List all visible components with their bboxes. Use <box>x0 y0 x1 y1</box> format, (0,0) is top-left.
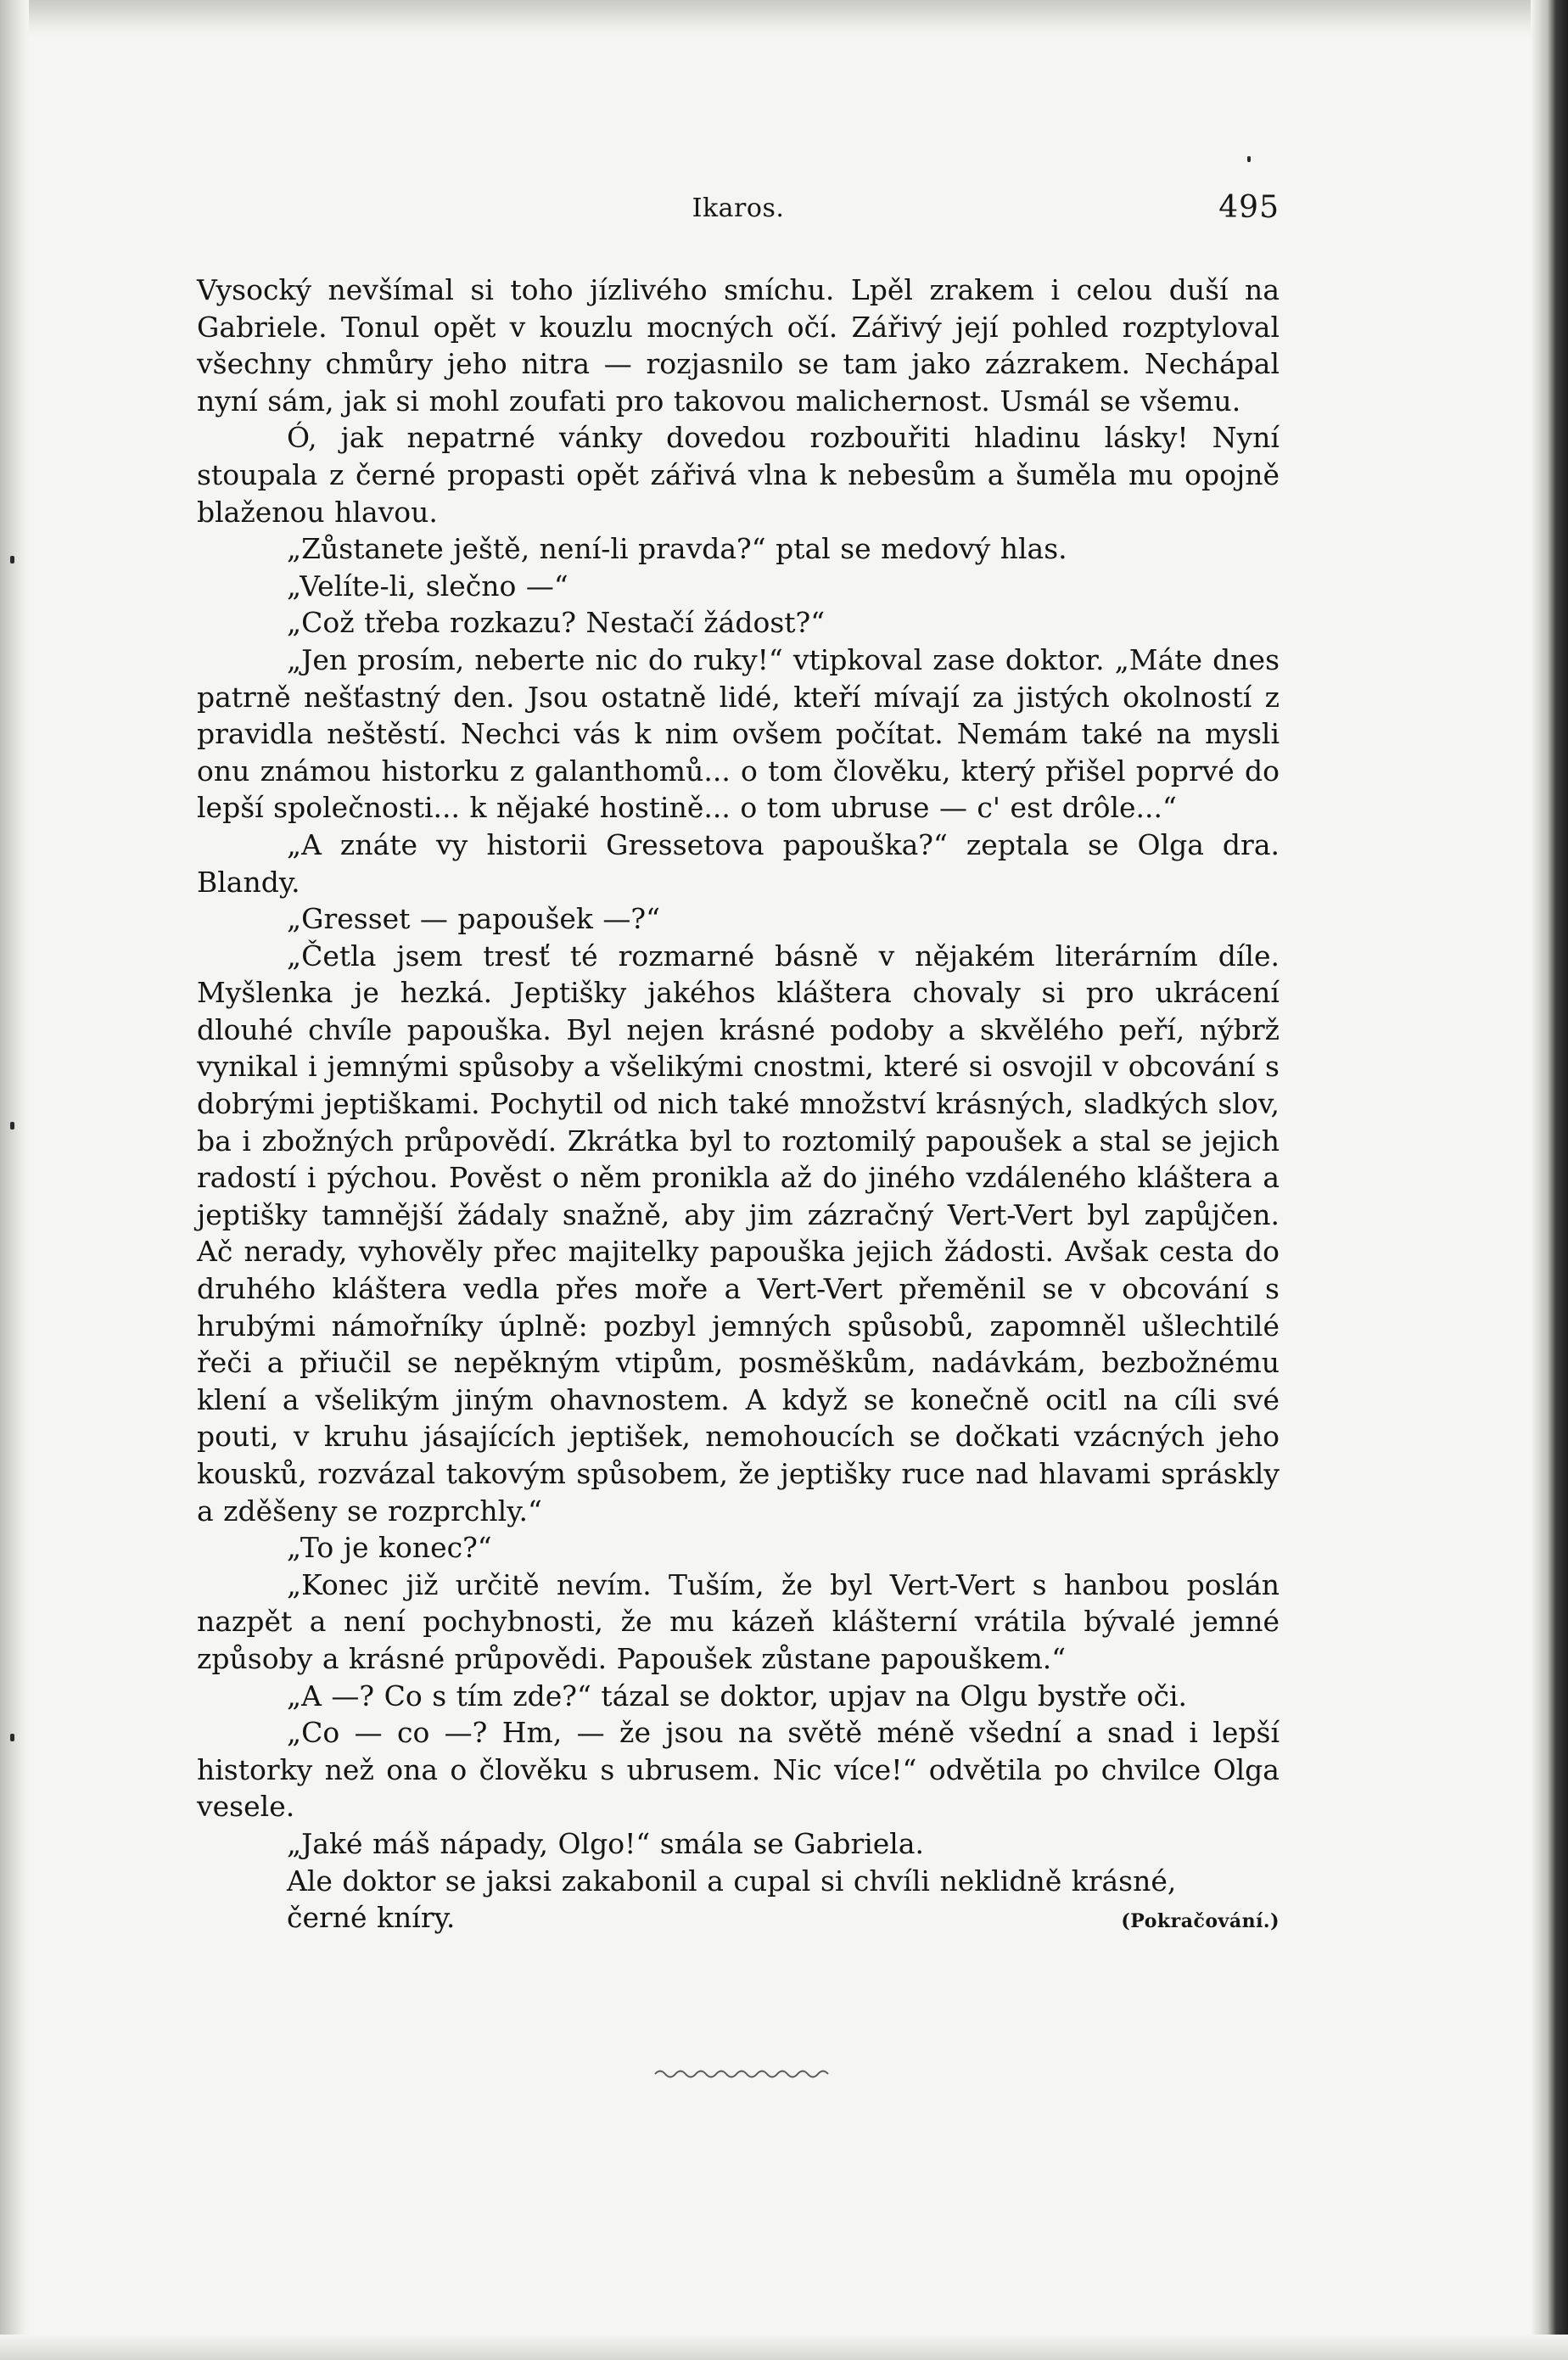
margin-speck <box>10 556 14 563</box>
margin-speck <box>10 1122 14 1130</box>
page-edge-shadow-bottom <box>0 2335 1568 2360</box>
paragraph: „Jen prosím, neberte nic do ruky!“ vtipkoval zase doktor. „Máte dnes patrně nešťastný den. Jsou ostatně lidé, kteří mívají za jistých okolností z pravidla neštěstí. Nechci vás k nim ovšem počítat. Nemám také na mysli onu známou historku z galanthomů... o tom člověku, který přišel poprvé do lepší společnosti... k nějaké hostině... o tom ubruse — c' est drôle...“ <box>197 642 1280 825</box>
running-title: Ikaros. <box>692 193 785 223</box>
page-edge-binding-right <box>1531 0 1568 2360</box>
final-paragraph-last-line: černé kníry. <box>287 1901 456 1935</box>
body-text <box>197 272 1280 1941</box>
paragraph: „Konec již určitě nevím. Tuším, že byl Vert-Vert s hanbou poslán nazpět a není pochybnosti, že mu kázeň klášterní vrátila bývalé jemné způsoby a krásné průpovědi. Papoušek zůstane papouškem.“ <box>197 1567 1280 1675</box>
continued-note: (Pokračování.) <box>1121 1910 1280 1933</box>
final-paragraph: Ale doktor se jaksi zakabonil a cupal si chvíli neklidně krásné, <box>287 1864 1177 1898</box>
paragraph: „Gresset — papoušek —?“ <box>287 902 660 936</box>
wavy-ornament-divider <box>653 2064 832 2084</box>
paragraph: Vysocký nevšímal si toho jízlivého smíchu. Lpěl zrakem i celou duší na Gabriele. Tonul opět v kouzlu mocných očí. Zářivý její pohled rozptyloval všechny chmůry jeho nitra — rozjasnilo se tam jako zázrakem. Nechápal nyní sám, jak si mohl zoufati pro takovou malichernost. Usmál se všemu. <box>197 273 1280 418</box>
paragraph: „A znáte vy historii Gressetova papouška?“ zeptala se Olga dra. Blandy. <box>197 827 1280 899</box>
paragraph: „Jaké máš nápady, Olgo!“ smála se Gabriela. <box>287 1826 925 1860</box>
page-number: 495 <box>1218 190 1280 225</box>
paragraph: „Zůstanete ještě, není-li pravda?“ ptal se medový hlas. <box>287 532 1067 566</box>
margin-speck <box>1247 156 1251 162</box>
paragraph: „Co — co —? Hm, — že jsou na světě méně všední a snad i lepší historky než ona o člověku s ubrusem. Nic více!“ odvětila po chvilce Olga vesele. <box>197 1716 1280 1824</box>
paragraph: „Velíte-li, slečno —“ <box>287 569 568 603</box>
page-edge-shadow-top <box>0 0 1568 37</box>
final-line <box>197 1899 1280 1941</box>
paragraph: Ó, jak nepatrné vánky dovedou rozbouřiti hladinu lásky! Nyní stoupala z černé propasti opět zářivá vlna k nebesům a šuměla mu opojně blaženou hlavou. <box>197 421 1280 529</box>
paragraph: „Což třeba rozkazu? Nestačí žádost?“ <box>287 606 826 640</box>
margin-speck <box>10 1734 14 1741</box>
paragraph: „Četla jsem tresť té rozmarné básně v nějakém literárním díle. Myšlenka je hezká. Jeptišky jakéhos kláštera chovaly si pro ukrácení dlouhé chvíle papouška. Byl nejen krásné podoby a skvělého peří, nýbrž vynikal i jemnými spůsoby a všelikými cnostmi, které si osvojil v obcování s dobrými jeptiškami. Pochytil od nich také množství krásných, sladkých slov, ba i zbožných průpovědí. Zkrátka byl to roztomilý papoušek a stal se jejich radostí i pýchou. Pověst o něm pronikla až do jiného vzdáleného kláštera a jeptišky tamnější žádaly snažně, aby jim zázračný Vert-Vert byl zapůjčen. Ač nerady, vyhověly přec majitelky papouška jejich žádosti. Avšak cesta do druhého kláštera vedla přes moře a Vert-Vert přeměnil se v obcování s hrubými námořníky úplně: pozbyl jemných spůsobů, zapomněl ušlechtilé řeči a přiučil se nepěkným vtipům, posměškům, nadávkám, bezbožnému klení a všelikým jiným ohavnostem. A když se konečně ocitl na cíli své pouti, v kruhu jásajících jeptišek, nemohoucích se dočkati vzácných jeho kousků, rozvázal takovým spůsobem, že jeptišky ruce nad hlavami spráskly a zděšeny se rozprchly.“ <box>197 939 1280 1528</box>
page-header <box>197 190 1280 236</box>
page-edge-shadow-left <box>0 0 29 2360</box>
paragraph: „To je konec?“ <box>287 1531 492 1565</box>
paragraph: „A —? Co s tím zde?“ tázal se doktor, upjav na Olgu bystře oči. <box>287 1679 1188 1713</box>
